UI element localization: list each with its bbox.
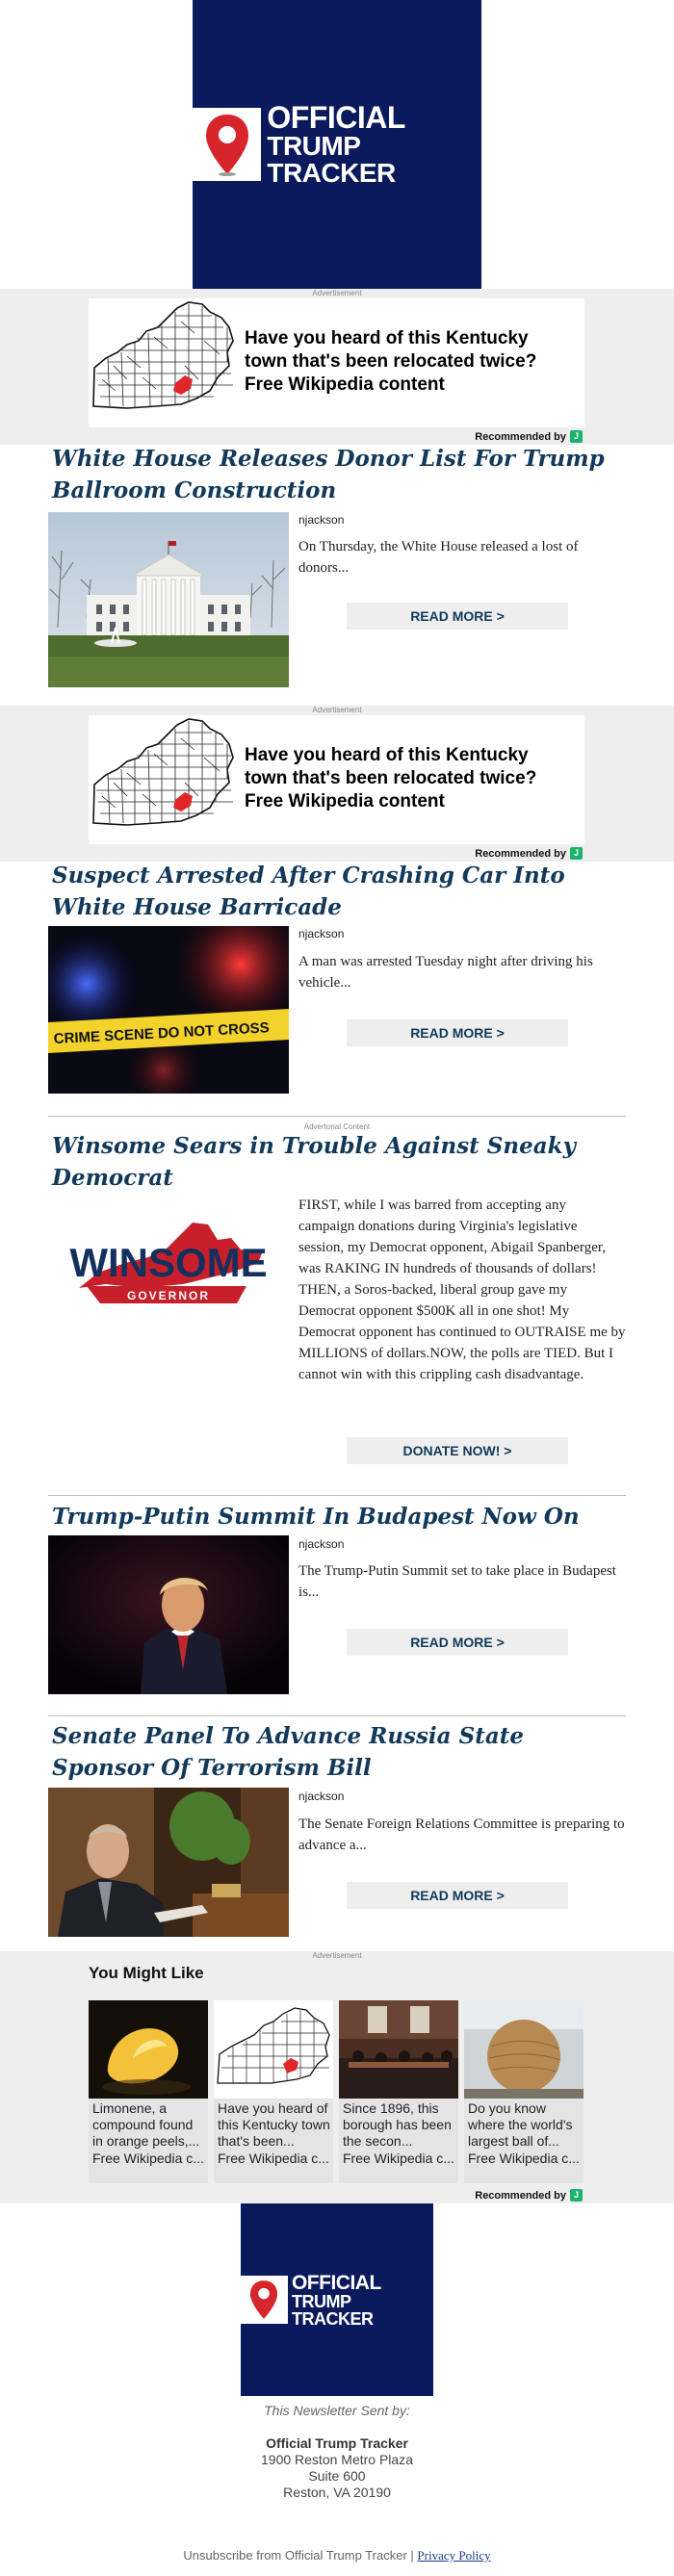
recommendation-card[interactable] <box>214 2000 333 2183</box>
read-more-button[interactable]: READ MORE > <box>347 1882 568 1909</box>
kentucky-map-image <box>89 715 238 844</box>
divider <box>48 1495 626 1496</box>
ball-of-twine-image <box>464 2000 583 2099</box>
kentucky-map-image <box>214 2000 333 2099</box>
ad-headline-line-1: Have you heard of this Kentucky <box>245 328 529 348</box>
recommendation-card[interactable] <box>89 2000 208 2183</box>
article-excerpt: A man was arrested Tuesday night after driving his vehicle... <box>298 954 593 991</box>
privacy-policy-link[interactable]: Privacy Policy <box>417 2548 491 2563</box>
sponsored-headline[interactable]: Winsome Sears in Trouble Against Sneaky Democrat <box>52 1133 576 1191</box>
recommendation-text: Do you know where the world's largest ball of... <box>468 2100 573 2149</box>
divider <box>48 1715 626 1716</box>
recommendation-source: Free Wikipedia c... <box>218 2151 329 2166</box>
recommended-label: Recommended by <box>475 847 566 860</box>
map-pin-icon <box>241 2276 288 2324</box>
recommender-logo-icon: J <box>570 847 583 860</box>
read-more-button[interactable]: READ MORE > <box>347 603 568 630</box>
unsubscribe-link[interactable]: Unsubscribe from Official Trump Tracker <box>183 2548 407 2563</box>
ad-label: Advertisement <box>312 289 362 297</box>
recommendation-text: Since 1896, this borough has been the secon... <box>343 2100 452 2149</box>
footer-links <box>0 2547 674 2563</box>
council-chamber-image <box>339 2000 458 2099</box>
article-author: njackson <box>298 1790 345 1803</box>
logo-line-1: OFFICIAL <box>267 100 405 135</box>
footer-address-3: Reston, VA 20190 <box>283 2485 391 2500</box>
crime-scene-tape-photo[interactable] <box>48 926 289 1094</box>
article-excerpt: On Thursday, the White House released a lost of donors... <box>298 539 579 576</box>
recommended-by[interactable] <box>475 2189 583 2202</box>
recommendation-card[interactable] <box>464 2000 583 2183</box>
divider <box>48 1116 626 1117</box>
winsome-logo-sub: GOVERNOR <box>126 1289 211 1302</box>
recommended-by[interactable] <box>475 847 583 860</box>
article-author: njackson <box>298 1537 345 1551</box>
winsome-governor-logo[interactable] <box>48 1196 289 1330</box>
ad-headline-line-3: Free Wikipedia content <box>245 791 445 811</box>
article-headline[interactable]: White House Releases Donor List For Trump Ballroom Construction <box>52 446 605 503</box>
donate-now-button[interactable]: DONATE NOW! > <box>347 1437 568 1464</box>
header-logo[interactable] <box>193 0 481 289</box>
recommendation-source: Free Wikipedia c... <box>92 2151 204 2166</box>
article-headline[interactable]: Senate Panel To Advance Russia State Sponsor Of Terrorism Bill <box>52 1723 524 1781</box>
recommender-logo-icon: J <box>570 430 583 443</box>
ad-label: Advertisement <box>312 706 362 714</box>
footer-address-2: Suite 600 <box>308 2468 366 2484</box>
article-headline[interactable]: Trump-Putin Summit In Budapest Now On <box>52 1504 580 1530</box>
ad-headline-line-1: Have you heard of this Kentucky <box>245 745 529 765</box>
orange-peel-image <box>89 2000 208 2099</box>
article-excerpt: The Trump-Putin Summit set to take place in Budapest is... <box>298 1563 616 1600</box>
recommendation-text: Have you heard of this Kentucky town that's been... <box>218 2100 330 2149</box>
footer-logo[interactable] <box>241 2203 433 2396</box>
recommendation-source: Free Wikipedia c... <box>343 2151 454 2166</box>
footer-separator: | <box>410 2548 414 2563</box>
recommended-by[interactable] <box>475 430 583 443</box>
recommendation-text: Limonene, a compound found in orange peels,... <box>92 2100 200 2149</box>
ad-card[interactable] <box>89 298 584 427</box>
winsome-logo-word: WINSOME <box>69 1240 268 1285</box>
putin-photo[interactable] <box>48 1788 289 1937</box>
recommendation-card[interactable] <box>339 2000 458 2183</box>
logo-line-2: TRUMP TRACKER <box>291 2291 374 2329</box>
recommended-label: Recommended by <box>475 430 566 443</box>
advertorial-label: Advertorial Content <box>303 1122 371 1131</box>
logo-line-1: OFFICIAL <box>291 2271 381 2294</box>
you-might-like-title: You Might Like <box>89 1964 204 1982</box>
white-house-photo[interactable] <box>48 512 289 687</box>
article-author: njackson <box>298 927 345 940</box>
article-excerpt: The Senate Foreign Relations Committee is preparing to advance a... <box>298 1816 625 1853</box>
read-more-button[interactable]: READ MORE > <box>347 1629 568 1656</box>
article-author: njackson <box>298 513 345 527</box>
ad-headline-line-3: Free Wikipedia content <box>245 374 445 395</box>
ad-label: Advertisement <box>312 1951 362 1960</box>
recommendation-source: Free Wikipedia c... <box>468 2151 580 2166</box>
footer-org-name: Official Trump Tracker <box>266 2435 408 2451</box>
map-pin-icon <box>193 108 261 181</box>
footer-address-1: 1900 Reston Metro Plaza <box>261 2452 413 2467</box>
ad-headline-line-2: town that's been relocated twice? <box>245 351 537 372</box>
kentucky-map-image <box>89 298 238 427</box>
read-more-button[interactable]: READ MORE > <box>347 1019 568 1046</box>
trump-photo[interactable] <box>48 1535 289 1694</box>
sponsored-body: FIRST, while I was barred from accepting any campaign donations during Virginia's legislative session, my Democrat opponent, Abigail Spanberger, was RAKING IN hundreds of thousands of dollars! THEN, a Soros-backed, liberal group gave my Democrat opponent $500K all in one shot! My Democrat opponent has continued to OUTRAISE me by MILLIONS of dollars.NOW, the polls are TIED. But I cannot win with this crippling cash disadvantage. <box>298 1198 626 1382</box>
recommender-logo-icon: J <box>570 2189 583 2202</box>
logo-line-2: TRUMP TRACKER <box>267 131 396 188</box>
article-headline[interactable]: Suspect Arrested After Crashing Car Into White House Barricade <box>52 863 565 920</box>
ad-headline-line-2: town that's been relocated twice? <box>245 768 537 788</box>
recommended-label: Recommended by <box>475 2189 566 2202</box>
sent-by-label: This Newsletter Sent by: <box>264 2403 410 2418</box>
ad-card[interactable] <box>89 715 584 844</box>
tape-text: CRIME SCENE DO NOT CROSS <box>53 1019 271 1047</box>
